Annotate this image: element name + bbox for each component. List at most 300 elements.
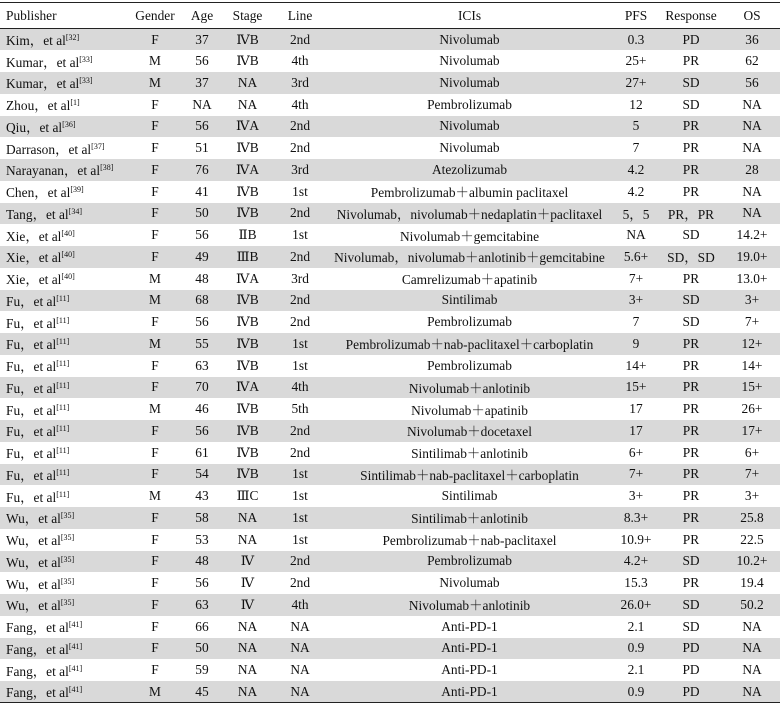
publisher-author: Xie，et al xyxy=(6,272,62,288)
header-gender: Gender xyxy=(126,3,184,29)
cell-response: PR xyxy=(682,118,700,134)
publisher-reference: [1] xyxy=(70,98,80,108)
cell-response: PR xyxy=(682,335,700,351)
cell-pfs: 26.0+ xyxy=(620,596,652,612)
publisher-reference: [35] xyxy=(60,576,75,586)
cell-publisher xyxy=(0,442,126,464)
cell-icis: Pembrolizumab xyxy=(427,553,512,569)
publisher-author: Chen，et al xyxy=(6,185,71,201)
cell-os: 50.2 xyxy=(740,596,764,612)
cell-age: 68 xyxy=(195,292,209,308)
table-row xyxy=(0,529,780,551)
cell-gender: M xyxy=(149,488,161,504)
cell-icis: Anti-PD-1 xyxy=(441,640,498,656)
header-icis: ICIs xyxy=(325,3,614,29)
publisher-reference: [35] xyxy=(60,533,75,543)
cell-line: 3rd xyxy=(291,74,309,90)
cell-stage: ⅣB xyxy=(236,53,259,69)
publisher-reference: [39] xyxy=(70,185,84,195)
cell-os: NA xyxy=(742,662,762,678)
table-row xyxy=(0,94,780,116)
cell-pfs: 10.9+ xyxy=(620,531,652,547)
cell-response: SD，SD xyxy=(667,250,715,266)
cell-icis: Nivolumab xyxy=(439,118,500,134)
cell-pfs: 17 xyxy=(629,401,643,417)
cell-line: 1st xyxy=(292,335,308,351)
cell-response: PR xyxy=(682,422,700,438)
publisher-reference: [11] xyxy=(56,467,70,477)
publisher-reference: [11] xyxy=(56,359,70,369)
cell-icis: Anti-PD-1 xyxy=(441,618,498,634)
cell-icis: Pembrolizumab xyxy=(427,314,512,330)
cell-gender: F xyxy=(151,531,159,547)
cell-stage: ⅢB xyxy=(236,248,259,264)
cell-pfs: 6+ xyxy=(628,444,644,460)
header-os: OS xyxy=(724,3,780,29)
cell-os: 56 xyxy=(745,74,759,90)
cell-pfs: 0.9 xyxy=(627,640,645,656)
cell-publisher xyxy=(0,137,126,159)
publisher-reference: [41] xyxy=(68,641,83,651)
table-row xyxy=(0,442,780,464)
cell-icis: Nivolumab，nivolumab＋anlotinib＋gemcitabine xyxy=(334,250,605,266)
cell-icis: Anti-PD-1 xyxy=(441,662,498,678)
publisher-reference: [36] xyxy=(62,119,76,129)
cell-stage: Ⅳ xyxy=(240,575,255,591)
cell-line: 1st xyxy=(292,357,308,373)
table-row xyxy=(0,638,780,660)
cell-age: 56 xyxy=(195,422,209,438)
cell-os: 14.2+ xyxy=(736,227,768,243)
cell-line: 1st xyxy=(292,531,308,547)
cell-line: 2nd xyxy=(289,444,311,460)
cell-response: PR，PR xyxy=(667,206,715,222)
cell-response: SD xyxy=(682,314,700,330)
cell-line: 2nd xyxy=(289,205,311,221)
publisher-author: Fu，et al xyxy=(6,489,57,505)
table-row xyxy=(0,116,780,138)
table-row xyxy=(0,137,780,159)
cell-gender: F xyxy=(151,379,159,395)
cell-stage: ⅣA xyxy=(235,161,260,177)
cell-stage: ⅣA xyxy=(235,379,260,395)
cell-response: PR xyxy=(682,161,700,177)
cell-pfs: 12 xyxy=(629,96,643,112)
cell-os: NA xyxy=(724,681,780,703)
cell-publisher xyxy=(0,94,126,116)
cell-response: PR xyxy=(682,509,700,525)
publisher-author: Kumar，et al xyxy=(6,54,80,70)
header-publisher: Publisher xyxy=(0,3,126,29)
cell-stage: ⅣB xyxy=(236,31,259,47)
cell-age: 50 xyxy=(195,640,209,656)
cell-line: 2nd xyxy=(289,248,311,264)
cell-gender: F xyxy=(151,140,159,156)
cell-stage: NA xyxy=(237,662,258,678)
cell-stage: ⅣB xyxy=(236,183,259,199)
cell-icis: Nivolumab xyxy=(439,31,500,47)
publisher-author: Fang，et al xyxy=(6,663,69,679)
cell-pfs: 5 xyxy=(632,118,640,134)
cell-line: 2nd xyxy=(289,140,311,156)
cell-pfs: 8.3+ xyxy=(623,509,649,525)
publisher-reference: [35] xyxy=(60,598,75,608)
cell-stage: ⅣB xyxy=(236,357,259,373)
table-row xyxy=(0,420,780,442)
cell-pfs: 7+ xyxy=(628,270,644,286)
cell-pfs: 7 xyxy=(632,314,640,330)
publisher-author: Zhou，et al xyxy=(6,98,71,114)
cell-os: 19.0+ xyxy=(736,248,768,264)
cell-age: 53 xyxy=(195,531,209,547)
cell-publisher xyxy=(0,311,126,333)
cell-stage: NA xyxy=(220,681,275,703)
cell-response: SD xyxy=(682,553,700,569)
publisher-author: Fu，et al xyxy=(6,467,57,483)
cell-publisher xyxy=(0,529,126,551)
cell-response: SD xyxy=(682,618,700,634)
cell-os: NA xyxy=(742,96,762,112)
cell-age: 63 xyxy=(195,596,209,612)
cell-os: NA xyxy=(742,618,762,634)
cell-gender: M xyxy=(149,74,161,90)
header-row xyxy=(0,3,780,29)
cell-gender: M xyxy=(149,53,161,69)
cell-icis: Sintilimab＋anlotinib xyxy=(411,511,528,527)
cell-publisher xyxy=(0,181,126,203)
table-row xyxy=(0,246,780,268)
publisher-author: Narayanan，et al xyxy=(6,163,101,179)
cell-publisher xyxy=(0,485,126,507)
cell-icis: Sintilimab xyxy=(441,292,498,308)
cell-age: 70 xyxy=(195,379,209,395)
cell-os: 7+ xyxy=(744,314,760,330)
cell-line: NA xyxy=(290,640,310,656)
cell-icis: Nivolumab＋anlotinib xyxy=(408,380,531,396)
cell-gender: F xyxy=(151,227,159,243)
cell-os: 28 xyxy=(745,161,759,177)
cell-os: NA xyxy=(742,205,762,221)
cell-stage: ⅣB xyxy=(236,140,259,156)
publisher-reference: [40] xyxy=(61,228,75,238)
cell-stage: ⅣA xyxy=(235,118,260,134)
table-row xyxy=(0,268,780,290)
cell-publisher xyxy=(0,116,126,138)
cell-response: SD xyxy=(682,96,700,112)
cell-pfs: 2.1 xyxy=(627,618,645,634)
cell-pfs: 5，5 xyxy=(622,206,650,222)
cell-age: 63 xyxy=(195,357,209,373)
cell-publisher xyxy=(0,159,126,181)
cell-response: PD xyxy=(682,31,700,47)
cell-publisher xyxy=(0,203,126,225)
cell-publisher xyxy=(0,72,126,94)
table-container xyxy=(0,2,780,703)
cell-publisher xyxy=(0,681,126,703)
publisher-author: Kim，et al xyxy=(6,33,66,49)
cell-pfs: 0.9 xyxy=(614,681,658,703)
cell-os: 19.4 xyxy=(740,575,764,591)
cell-age: 54 xyxy=(195,466,209,482)
cell-gender: M xyxy=(149,401,161,417)
cell-line: 4th xyxy=(291,596,309,612)
cell-pfs: 15+ xyxy=(625,379,647,395)
cell-icis: Pembrolizumab＋nab-paclitaxel xyxy=(382,533,557,549)
cell-pfs: 0.3 xyxy=(627,31,645,47)
cell-line: 1st xyxy=(292,488,308,504)
cell-line: 2nd xyxy=(289,422,311,438)
cell-os: 14+ xyxy=(741,357,763,373)
cell-icis: Nivolumab，nivolumab＋nedaplatin＋paclitaxel xyxy=(336,206,603,222)
cell-response: PR xyxy=(682,575,700,591)
cell-line: 2nd xyxy=(289,575,311,591)
cell-age: 48 xyxy=(195,553,209,569)
cell-age: 37 xyxy=(195,74,209,90)
publisher-reference: [11] xyxy=(56,293,70,303)
publisher-author: Fu，et al xyxy=(6,315,57,331)
cell-publisher xyxy=(0,398,126,420)
cell-response: PR xyxy=(682,357,700,373)
cell-publisher xyxy=(0,333,126,355)
publisher-reference: [33] xyxy=(79,76,93,86)
cell-pfs: 5.6+ xyxy=(623,248,649,264)
publisher-author: Fang，et al xyxy=(6,641,69,657)
cell-age: 48 xyxy=(195,270,209,286)
cell-line: NA xyxy=(290,662,310,678)
publisher-reference: [11] xyxy=(56,424,70,434)
publisher-reference: [41] xyxy=(68,620,83,630)
cell-os: NA xyxy=(742,183,762,199)
cell-gender: F xyxy=(151,640,159,656)
cell-publisher xyxy=(0,572,126,594)
publisher-author: Qiu，et al xyxy=(6,119,63,135)
publisher-author: Tang，et al xyxy=(6,206,69,222)
publisher-author: Fu，et al xyxy=(6,446,57,462)
cell-response: SD xyxy=(682,227,700,243)
cell-publisher xyxy=(0,659,126,681)
cell-gender: F xyxy=(151,466,159,482)
cell-publisher xyxy=(0,616,126,638)
publisher-author: Xie，et al xyxy=(6,228,62,244)
publisher-author: Darrason，et al xyxy=(6,141,92,157)
cell-age: 49 xyxy=(195,248,209,264)
cell-os: NA xyxy=(742,640,762,656)
cell-icis: Pembrolizumab xyxy=(427,96,512,112)
cell-gender: F xyxy=(151,96,159,112)
cell-pfs: 4.2 xyxy=(627,183,645,199)
cell-pfs: 9 xyxy=(632,335,640,351)
cell-line: 3rd xyxy=(291,161,309,177)
header-line: Line xyxy=(275,3,325,29)
cell-line: 2nd xyxy=(289,31,311,47)
table-row xyxy=(0,50,780,72)
cell-gender: F xyxy=(151,509,159,525)
cell-line: 2nd xyxy=(289,553,311,569)
publisher-reference: [40] xyxy=(61,250,75,260)
cell-pfs: 7+ xyxy=(628,466,644,482)
table-row xyxy=(0,290,780,312)
cell-age: 43 xyxy=(195,488,209,504)
cell-response: PR xyxy=(682,270,700,286)
publisher-author: Fu，et al xyxy=(6,359,57,375)
cell-icis: Nivolumab＋apatinib xyxy=(411,402,528,418)
publisher-reference: [38] xyxy=(100,163,114,173)
cell-icis: Nivolumab xyxy=(439,53,500,69)
cell-publisher xyxy=(0,290,126,312)
cell-stage: ⅣB xyxy=(236,205,259,221)
cell-line: 2nd xyxy=(289,314,311,330)
cell-age: 76 xyxy=(195,161,209,177)
cell-pfs: 27+ xyxy=(625,74,647,90)
cell-response: SD xyxy=(682,596,700,612)
cell-age: 46 xyxy=(195,401,209,417)
header-pfs: PFS xyxy=(614,3,658,29)
table-body xyxy=(0,29,780,703)
cell-age: NA xyxy=(192,96,212,112)
cell-age: 56 xyxy=(195,314,209,330)
cell-response: PR xyxy=(682,183,700,199)
cell-pfs: 17 xyxy=(629,422,643,438)
cell-os: 6+ xyxy=(744,444,760,460)
cell-pfs: 3+ xyxy=(628,488,644,504)
cell-gender: F xyxy=(151,575,159,591)
cell-response: PR xyxy=(682,379,700,395)
cell-os: 7+ xyxy=(744,466,760,482)
cell-response: SD xyxy=(682,74,700,90)
publisher-reference: [11] xyxy=(56,402,70,412)
cell-line: 5th xyxy=(291,401,309,417)
cell-pfs: 4.2+ xyxy=(623,553,649,569)
cell-os: 26+ xyxy=(741,401,763,417)
cell-icis: Pembrolizumab＋nab-paclitaxel＋carboplatin xyxy=(345,337,594,353)
publisher-reference: [41] xyxy=(68,663,83,673)
cell-os: 3+ xyxy=(744,488,760,504)
publisher-reference: [35] xyxy=(60,554,75,564)
cell-stage: NA xyxy=(237,618,258,634)
publisher-author: Xie，et al xyxy=(6,250,62,266)
cell-icis: Camrelizumab＋apatinib xyxy=(401,272,538,288)
cell-response: PR xyxy=(682,488,700,504)
header-age: Age xyxy=(184,3,220,29)
cell-publisher xyxy=(0,50,126,72)
cell-publisher xyxy=(0,246,126,268)
cell-gender: F xyxy=(151,357,159,373)
cell-icis: Nivolumab＋docetaxel xyxy=(407,424,532,440)
cell-stage: ⅣA xyxy=(235,270,260,286)
cell-pfs: 7 xyxy=(632,140,640,156)
cell-publisher xyxy=(0,551,126,573)
cell-gender: F xyxy=(151,161,159,177)
cell-response: PR xyxy=(682,531,700,547)
cell-gender: F xyxy=(151,118,159,134)
table-row xyxy=(0,224,780,246)
cell-response: PR xyxy=(682,466,700,482)
cell-gender: F xyxy=(151,553,159,569)
cell-os: 12+ xyxy=(741,335,763,351)
cell-pfs: 4.2 xyxy=(627,161,645,177)
cell-stage: ⅣB xyxy=(236,466,259,482)
publisher-author: Fu，et al xyxy=(6,337,57,353)
table-row xyxy=(0,72,780,94)
cell-stage: ⅣB xyxy=(236,422,259,438)
cell-line: 2nd xyxy=(289,118,311,134)
publisher-reference: [32] xyxy=(65,33,80,43)
publisher-author: Fu，et al xyxy=(6,293,57,309)
cell-response: PD xyxy=(682,640,700,656)
cell-os: NA xyxy=(742,118,762,134)
cell-os: NA xyxy=(742,140,762,156)
cell-response: PR xyxy=(682,401,700,417)
cell-publisher xyxy=(0,638,126,660)
cell-response: PR xyxy=(682,140,700,156)
cell-line: 4th xyxy=(291,96,309,112)
cell-stage: Ⅳ xyxy=(240,553,255,569)
cell-pfs: 25+ xyxy=(625,53,647,69)
cell-gender: M xyxy=(126,681,184,703)
cell-icis: Pembrolizumab＋albumin paclitaxel xyxy=(370,185,569,201)
cell-stage: ⅣB xyxy=(236,335,259,351)
cell-stage: ⅡB xyxy=(238,227,257,243)
cell-pfs: 14+ xyxy=(625,357,647,373)
cell-age: 50 xyxy=(195,205,209,221)
cell-gender: F xyxy=(151,444,159,460)
cell-stage: NA xyxy=(237,531,258,547)
publisher-author: Kumar，et al xyxy=(6,76,80,92)
cell-os: 3+ xyxy=(744,292,760,308)
cell-gender: F xyxy=(151,183,159,199)
publisher-reference: [11] xyxy=(56,446,70,456)
cell-stage: NA xyxy=(237,74,258,90)
table-row xyxy=(0,681,780,703)
cell-age: 56 xyxy=(195,227,209,243)
cell-publisher xyxy=(0,377,126,399)
table-row xyxy=(0,203,780,225)
cell-icis: Pembrolizumab xyxy=(427,357,512,373)
table-row xyxy=(0,311,780,333)
table-row xyxy=(0,551,780,573)
cell-icis: Nivolumab xyxy=(439,74,500,90)
cell-stage: NA xyxy=(237,509,258,525)
cell-publisher xyxy=(0,355,126,377)
cell-age: 56 xyxy=(195,575,209,591)
cell-age: 41 xyxy=(195,183,209,199)
cell-publisher xyxy=(0,268,126,290)
publisher-reference: [40] xyxy=(61,272,75,282)
table-row xyxy=(0,464,780,486)
cell-publisher xyxy=(0,224,126,246)
cell-icis: Sintilimab＋anlotinib xyxy=(411,446,528,462)
cell-os: 10.2+ xyxy=(736,553,768,569)
table-row xyxy=(0,485,780,507)
cell-os: 13.0+ xyxy=(736,270,768,286)
publisher-author: Wu，et al xyxy=(6,554,61,570)
cell-os: 22.5 xyxy=(740,531,764,547)
table-row xyxy=(0,659,780,681)
cell-line: 3rd xyxy=(291,270,309,286)
table-row xyxy=(0,594,780,616)
cell-age: 66 xyxy=(195,618,209,634)
cell-icis: Nivolumab＋gemcitabine xyxy=(399,228,540,244)
cell-line: 1st xyxy=(292,183,308,199)
publisher-author: Fu，et al xyxy=(6,402,57,418)
publisher-reference: [11] xyxy=(56,315,70,325)
cell-publisher xyxy=(0,594,126,616)
cell-age: 61 xyxy=(195,444,209,460)
cell-response: PR xyxy=(682,444,700,460)
publisher-author: Wu，et al xyxy=(6,533,61,549)
publisher-reference: [11] xyxy=(56,380,70,390)
cell-age: 37 xyxy=(195,31,209,47)
